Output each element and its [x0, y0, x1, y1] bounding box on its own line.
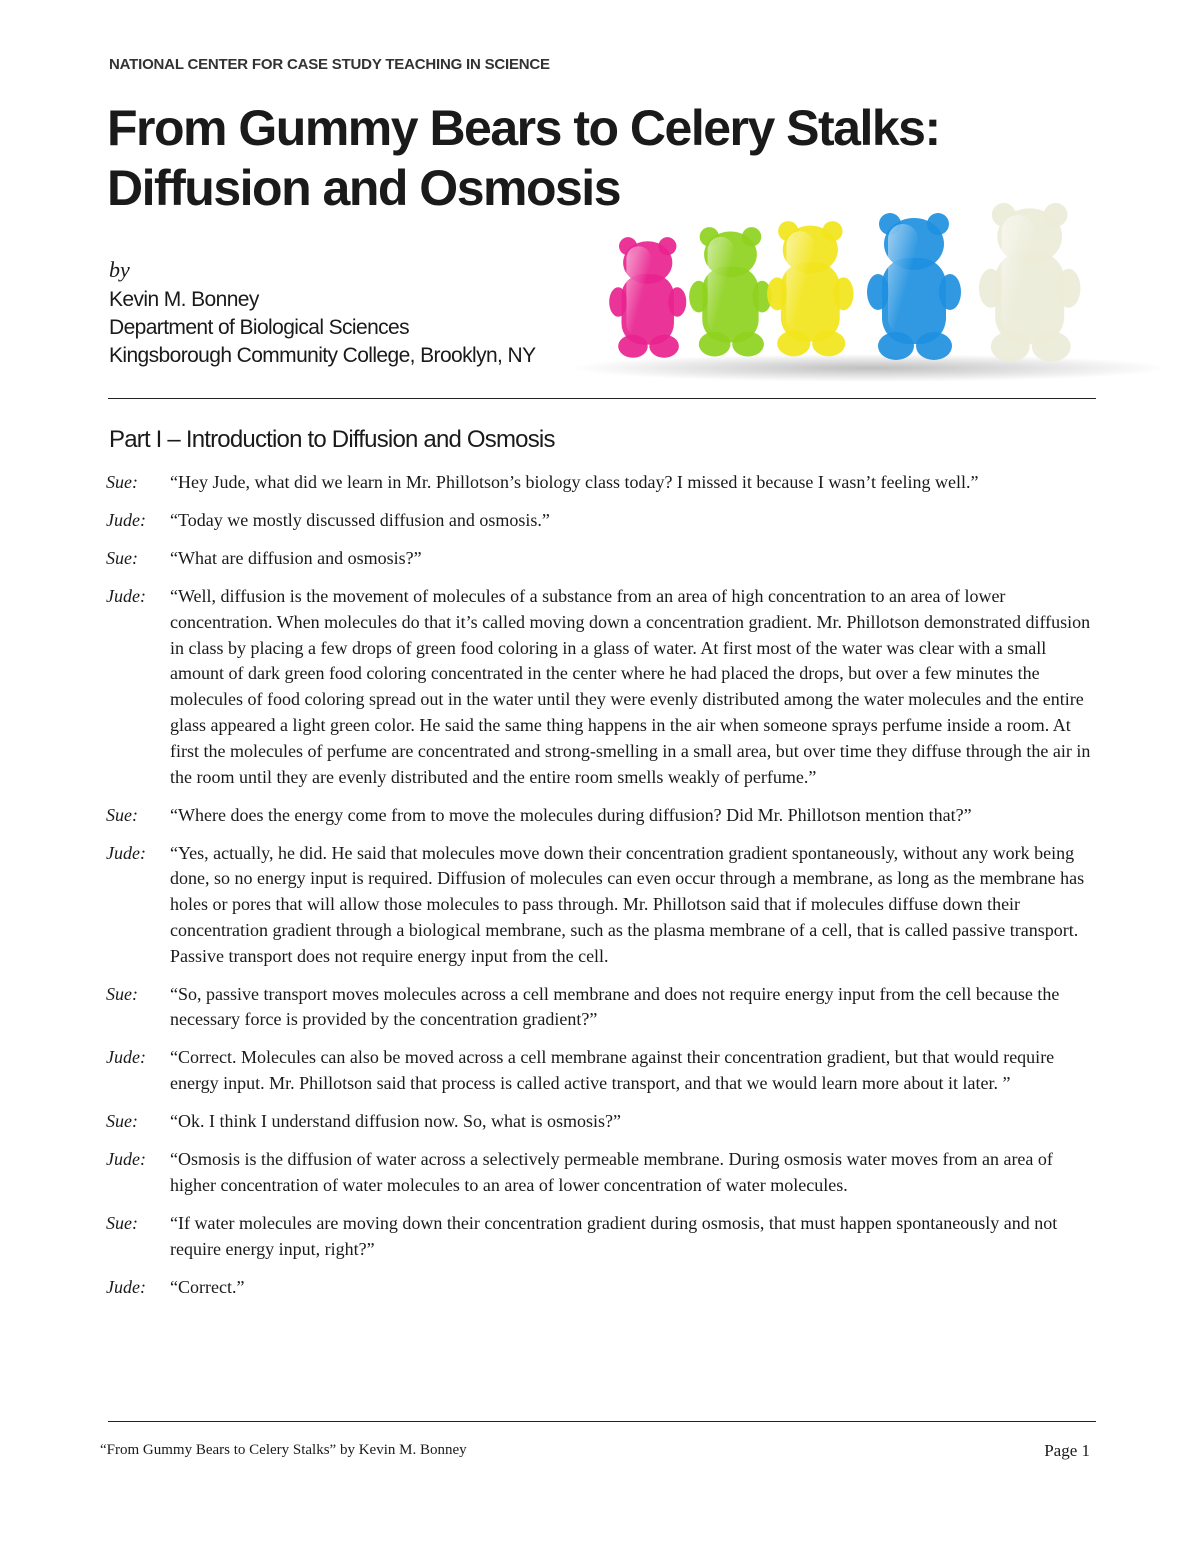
speaker-label: Sue: [106, 983, 138, 1004]
dialogue-turn [100, 1275, 1100, 1301]
gummy-bear [979, 203, 1081, 362]
dialogue-text: “Well, diffusion is the movement of molecules of a substance from an area of high concentration to an area of lower concentration. When molecules do that it’s called moving down a concentration gradient. Mr. Phillotson demonstrated diffusion in class by placing a few drops of green food coloring in a glass of water. At first most of the water was clear with a small amount of dark green food coloring concentrated in the center where he had placed the drops, but over a few minutes the molecules of food coloring spread out in the water until they were evenly distributed among the water molecules and the entire glass appeared a light green color. He said the same thing happens in the air when someone sprays perfume inside a room. At first the molecules of perfume are concentrated and strong-smelling in a small area, but over time they diffuse through the air in the room until they are evenly distributed and the entire room smells weakly of perfume.” [170, 585, 1091, 787]
dialogue-turn [100, 1109, 1100, 1135]
title-line-1: From Gummy Bears to Celery Stalks: [107, 100, 940, 156]
speaker-label: Sue: [106, 1111, 138, 1132]
dialogue-turn [100, 546, 1100, 572]
dialogue-text: “Today we mostly discussed diffusion and osmosis.” [170, 509, 550, 530]
gummy-bears-illustration [540, 196, 1160, 396]
speaker-label: Sue: [106, 1213, 138, 1233]
dialogue-turn [100, 508, 1100, 534]
speaker-label: Jude: [106, 842, 146, 863]
speaker-label: Jude: [106, 1047, 146, 1068]
dialogue-text: “Correct. Molecules can also be moved across a cell membrane against their concentration gradient, but that would require energy input. Mr. Phillotson said that process is called active transport, and that we would learn more about it later. ” [170, 1047, 1055, 1094]
footer-divider [108, 1421, 1096, 1422]
page-number: Page 1 [1044, 1441, 1090, 1460]
speaker-label: Sue: [106, 547, 138, 568]
dialogue-turn [100, 982, 1100, 1034]
speaker-label: Sue: [106, 804, 138, 825]
speaker-label: Sue: [106, 472, 138, 492]
speaker-label: Jude: [106, 1276, 146, 1297]
dialogue-text: “If water molecules are moving down their concentration gradient during osmosis, that must happen spontaneously and not require energy input, right?” [170, 1213, 1058, 1259]
dialogue-text: “Correct.” [170, 1276, 245, 1297]
dialogue-text: “Hey Jude, what did we learn in Mr. Phillotson’s biology class today? I missed it because I wasn’t feeling well.” [170, 472, 979, 492]
gummy-bear [689, 227, 772, 356]
author-department: Department of Biological Sciences [109, 316, 410, 339]
section-title: Part I – Introduction to Diffusion and Osmosis [109, 426, 555, 453]
dialogue-turn [100, 1147, 1100, 1199]
speaker-label: Jude: [106, 509, 146, 530]
dialogue-text: “Osmosis is the diffusion of water across a selectively permeable membrane. During osmosis water moves from an area of higher concentration of water molecules to an area of lower concentration of water molecules. [170, 1149, 1053, 1196]
bears-shadow [570, 354, 1160, 382]
dialogue-turn [100, 803, 1100, 829]
byline [109, 256, 536, 370]
header-divider [108, 398, 1096, 399]
speaker-label: Jude: [106, 1149, 146, 1170]
dialogue-turn [100, 1211, 1100, 1263]
gummy-bear [609, 237, 686, 358]
dialogue-text: “So, passive transport moves molecules across a cell membrane and does not require energy input from the cell because the necessary force is provided by the concentration gradient?” [170, 983, 1060, 1030]
dialogue-text: “What are diffusion and osmosis?” [170, 547, 422, 568]
footer-citation: “From Gummy Bears to Celery Stalks” by Kevin M. Bonney [100, 1442, 467, 1458]
organization-header: NATIONAL CENTER FOR CASE STUDY TEACHING IN SCIENCE [109, 56, 550, 73]
author-institution: Kingsborough Community College, Brooklyn, NY [109, 344, 536, 367]
dialogue-turn [100, 470, 1100, 496]
gummy-bear [867, 213, 961, 360]
dialogue-turn [100, 1045, 1100, 1097]
author-name: Kevin M. Bonney [109, 288, 259, 311]
title-line-2: Diffusion and Osmosis [107, 160, 621, 216]
byline-by: by [109, 257, 130, 282]
dialogue-turn [100, 841, 1100, 970]
dialogue [100, 470, 1100, 1313]
dialogue-text: “Yes, actually, he did. He said that molecules move down their concentration gradient spontaneously, without any work being done, so no energy input is required. Diffusion of molecules can even occur through a membrane, as long as the membrane has holes or pores that will allow those molecules to pass through. Mr. Phillotson said that if molecules diffuse down their concentration gradient through a biological membrane, such as the plasma membrane of a cell, that is called passive transport. Passive transport does not require energy input from the cell. [170, 842, 1085, 966]
dialogue-text: “Ok. I think I understand diffusion now. So, what is osmosis?” [170, 1111, 621, 1132]
speaker-label: Jude: [106, 585, 146, 606]
dialogue-turn [100, 584, 1100, 790]
dialogue-text: “Where does the energy come from to move the molecules during diffusion? Did Mr. Phillotson mention that?” [170, 804, 972, 825]
gummy-bear [767, 221, 853, 356]
